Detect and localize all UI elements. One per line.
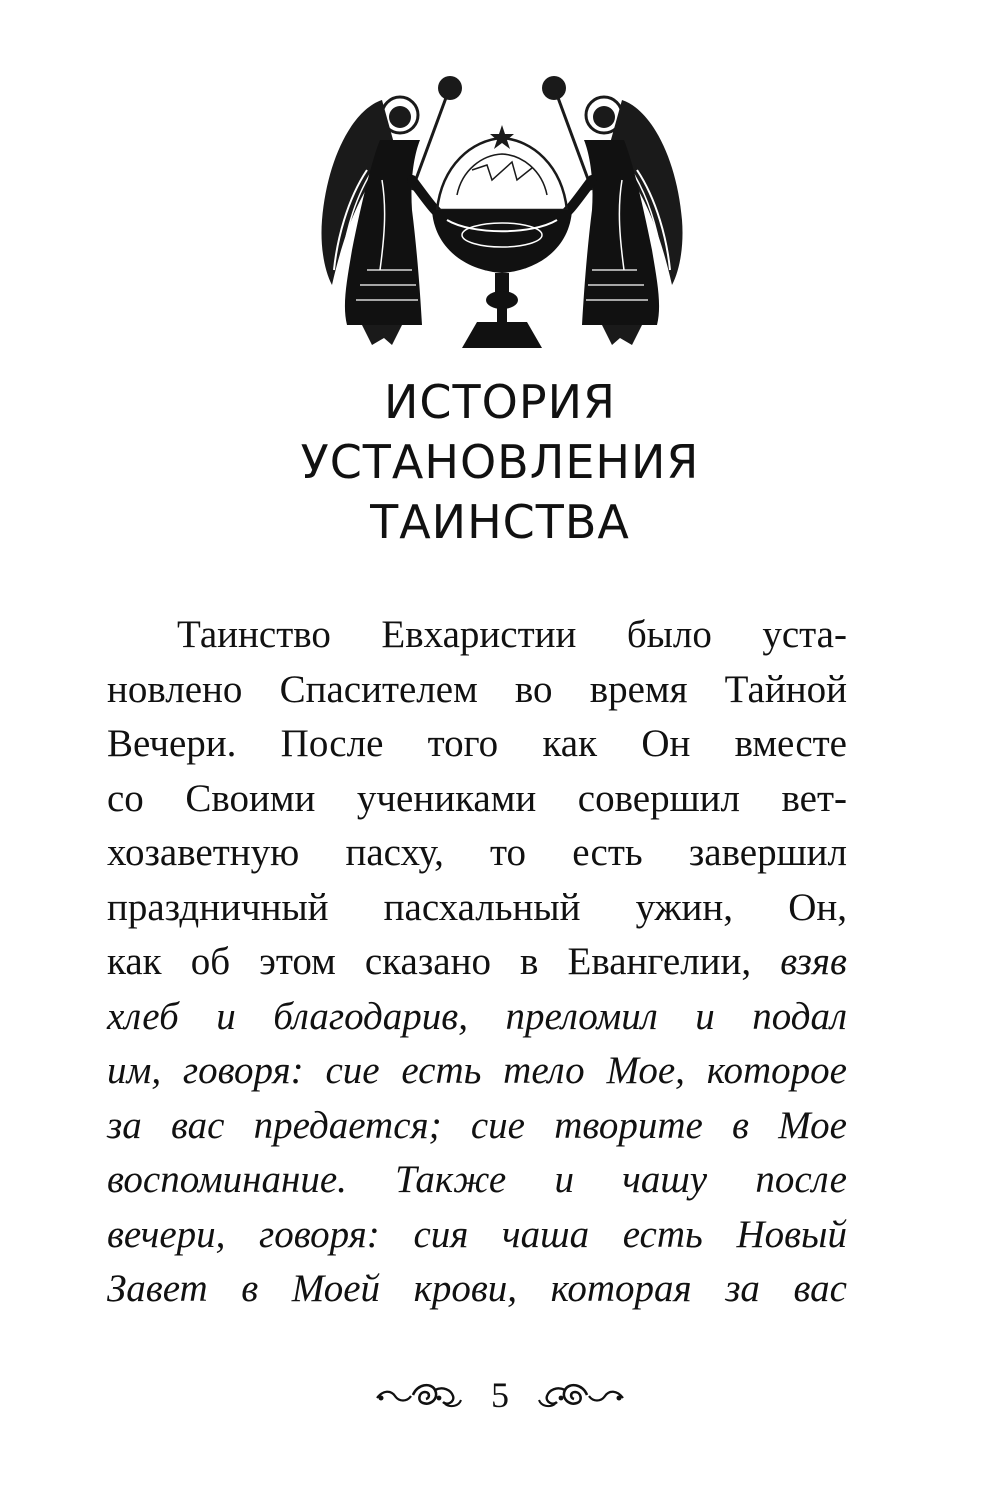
angels-with-chalice-icon	[312, 70, 692, 355]
word: и	[554, 1158, 574, 1201]
word: пасхальный	[383, 885, 581, 929]
word: вместе	[734, 722, 847, 765]
word: Вечери.	[107, 722, 237, 765]
word: которое	[706, 1049, 847, 1092]
word: Также	[395, 1158, 507, 1201]
word: как	[107, 940, 162, 983]
word: После	[280, 722, 384, 765]
word: этом	[259, 940, 336, 983]
word: уста-	[762, 613, 847, 656]
text-line	[107, 717, 847, 772]
word: завершил	[688, 831, 847, 874]
word: об	[190, 940, 231, 983]
text-line	[107, 881, 847, 936]
word: благодарив,	[273, 994, 468, 1038]
word: им,	[107, 1049, 162, 1092]
word: вас	[793, 1267, 847, 1310]
title-line-2: УСТАНОВЛЕНИЯ	[300, 435, 700, 489]
word: Тайной	[724, 667, 847, 711]
word: Мое	[778, 1103, 847, 1147]
word: в	[732, 1103, 749, 1147]
word: предается;	[253, 1103, 442, 1147]
word: преломил	[505, 994, 658, 1038]
word: ужин,	[635, 885, 734, 929]
word: Таинство	[177, 613, 331, 656]
word: говоря:	[259, 1212, 380, 1256]
word: крови,	[413, 1267, 518, 1310]
word: время	[589, 667, 688, 711]
word: после	[755, 1158, 847, 1201]
word: вечери,	[107, 1212, 226, 1256]
text-line	[107, 935, 847, 990]
page-number: 5	[491, 1375, 509, 1415]
word: которая	[550, 1267, 692, 1310]
word: Новый	[736, 1212, 847, 1256]
word: Евхаристии	[381, 613, 577, 656]
word: в	[520, 940, 539, 983]
word: сие	[325, 1049, 380, 1092]
word: есть	[401, 1049, 482, 1092]
word: за	[107, 1103, 142, 1147]
word: за	[725, 1267, 760, 1310]
word: Евангелии,	[567, 940, 752, 983]
word: сия	[413, 1212, 469, 1256]
text-line	[107, 1208, 847, 1263]
word: сказано	[364, 940, 491, 983]
word: и	[695, 994, 715, 1038]
word: со	[107, 776, 144, 820]
text-line	[107, 1099, 847, 1154]
text-line	[107, 990, 847, 1045]
word: и	[216, 994, 236, 1038]
word: воспоминание.	[107, 1158, 347, 1201]
word: сие	[470, 1103, 525, 1147]
word: то	[490, 831, 527, 874]
word: вас	[170, 1103, 225, 1147]
text-line	[107, 826, 847, 881]
text-line	[107, 1153, 847, 1208]
word: хозаветную	[107, 831, 300, 874]
word: Завет	[107, 1267, 208, 1310]
word: чаша	[502, 1212, 590, 1256]
body-paragraph	[107, 608, 847, 1317]
word: как	[542, 722, 598, 765]
word: хлеб	[107, 994, 179, 1038]
text-line	[107, 1044, 847, 1099]
word: совершил	[577, 776, 740, 820]
chalice-icon	[432, 125, 572, 348]
word: Мое,	[606, 1049, 685, 1092]
word: праздничный	[107, 885, 329, 929]
word: есть	[622, 1212, 703, 1256]
word: Моей	[291, 1267, 381, 1310]
word: чашу	[622, 1158, 708, 1201]
page-footer	[0, 1370, 1000, 1420]
word: было	[626, 613, 712, 656]
text-line	[107, 608, 847, 663]
word: есть	[572, 831, 643, 874]
word: Спасителем	[279, 667, 478, 711]
text-line	[107, 663, 847, 718]
chapter-title	[0, 372, 1000, 552]
floral-ornament-icon	[535, 1378, 627, 1412]
word: подал	[752, 994, 847, 1038]
word: пасху,	[345, 831, 444, 874]
word: Он,	[788, 885, 847, 929]
word: вет-	[781, 776, 847, 820]
text-line	[107, 1262, 847, 1317]
word: учениками	[356, 776, 537, 820]
word: взяв	[780, 940, 847, 983]
title-line-1: ИСТОРИЯ	[384, 375, 616, 429]
word: Он	[641, 722, 691, 765]
floral-ornament-icon	[373, 1378, 465, 1412]
word: тело	[503, 1049, 585, 1092]
word: Своими	[185, 776, 316, 820]
word: новлено	[107, 667, 243, 711]
word: того	[427, 722, 499, 765]
word: говоря:	[182, 1049, 304, 1092]
word: творите	[554, 1103, 703, 1147]
text-line	[107, 772, 847, 827]
word: во	[514, 667, 553, 711]
title-line-3: ТАИНСТВА	[370, 495, 630, 549]
word: в	[241, 1267, 259, 1310]
